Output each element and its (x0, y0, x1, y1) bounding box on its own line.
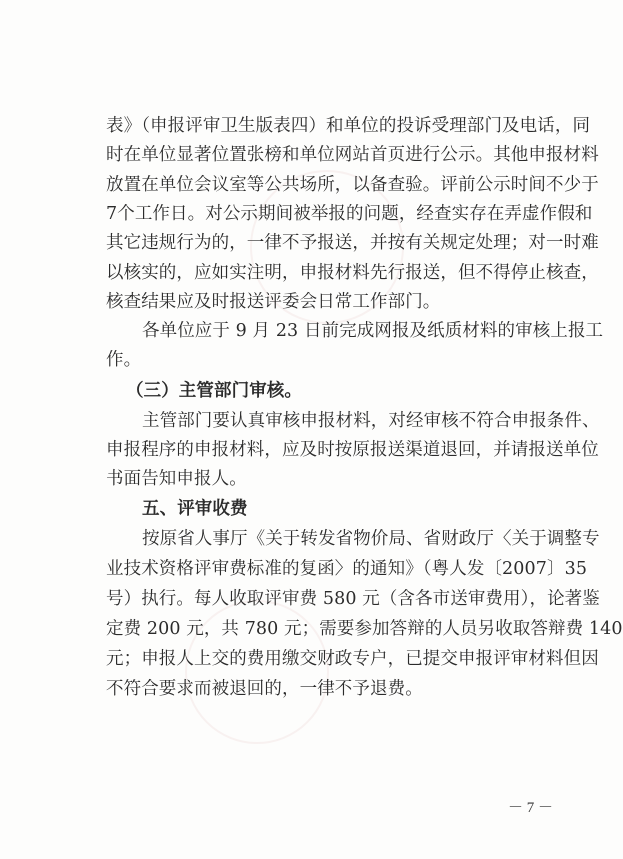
paragraph-line: 核查结果应及时报送评委会日常工作部门。 (106, 292, 441, 312)
paragraph-line: 表》（申报评审卫生版表四）和单位的投诉受理部门及电话，同 (106, 116, 591, 136)
page-number: － 7 － (508, 800, 554, 816)
section-heading: （三）主管部门审核。 (126, 381, 302, 401)
paragraph-line: 业技术资格评审费标准的复函〉的通知》（粤人发〔2007〕35 (106, 559, 588, 579)
paragraph-line: 定费 200 元，共 780 元；需要参加答辩的人员另收取答辩费 140 (106, 619, 623, 639)
paragraph-line: 放置在单位会议室等公共场所，以备查验。评前公示时间不少于 (106, 175, 599, 195)
paragraph-line: 号）执行。每人收取评审费 580 元（含各市送审费用），论著鉴 (106, 589, 600, 609)
paragraph-line: 作。 (106, 350, 142, 370)
paragraph-line: 7个工作日。对公示期间被举报的问题，经查实存在弄虚作假和 (106, 204, 593, 224)
paragraph-line: 其它违规行为的，一律不予报送，并按有关规定处理；对一时难 (106, 233, 599, 253)
paragraph-line: 以核实的，应如实注明，申报材料先行报送，但不得停止核查， (106, 263, 599, 283)
paragraph-line: 申报程序的申报材料，应及时按原报送渠道退回，并请报送单位 (106, 440, 599, 460)
paragraph-line: 主管部门要认真审核申报材料，对经审核不符合申报条件、 (142, 411, 600, 431)
paragraph-line: 按原省人事厅《关于转发省物价局、省财政厅〈关于调整专 (142, 529, 600, 549)
section-heading: 五、评审收费 (142, 499, 248, 519)
paragraph-line: 元；申报人上交的费用缴交财政专户，已提交申报评审材料但因 (106, 649, 599, 669)
paragraph-line: 书面告知申报人。 (106, 469, 247, 489)
paragraph-line: 各单位应于 9 月 23 日前完成网报及纸质材料的审核上报工 (142, 321, 604, 341)
paragraph-line: 时在单位显著位置张榜和单位网站首页进行公示。其他申报材料 (106, 145, 599, 165)
paragraph-line: 不符合要求而被退回的，一律不予退费。 (106, 679, 423, 699)
